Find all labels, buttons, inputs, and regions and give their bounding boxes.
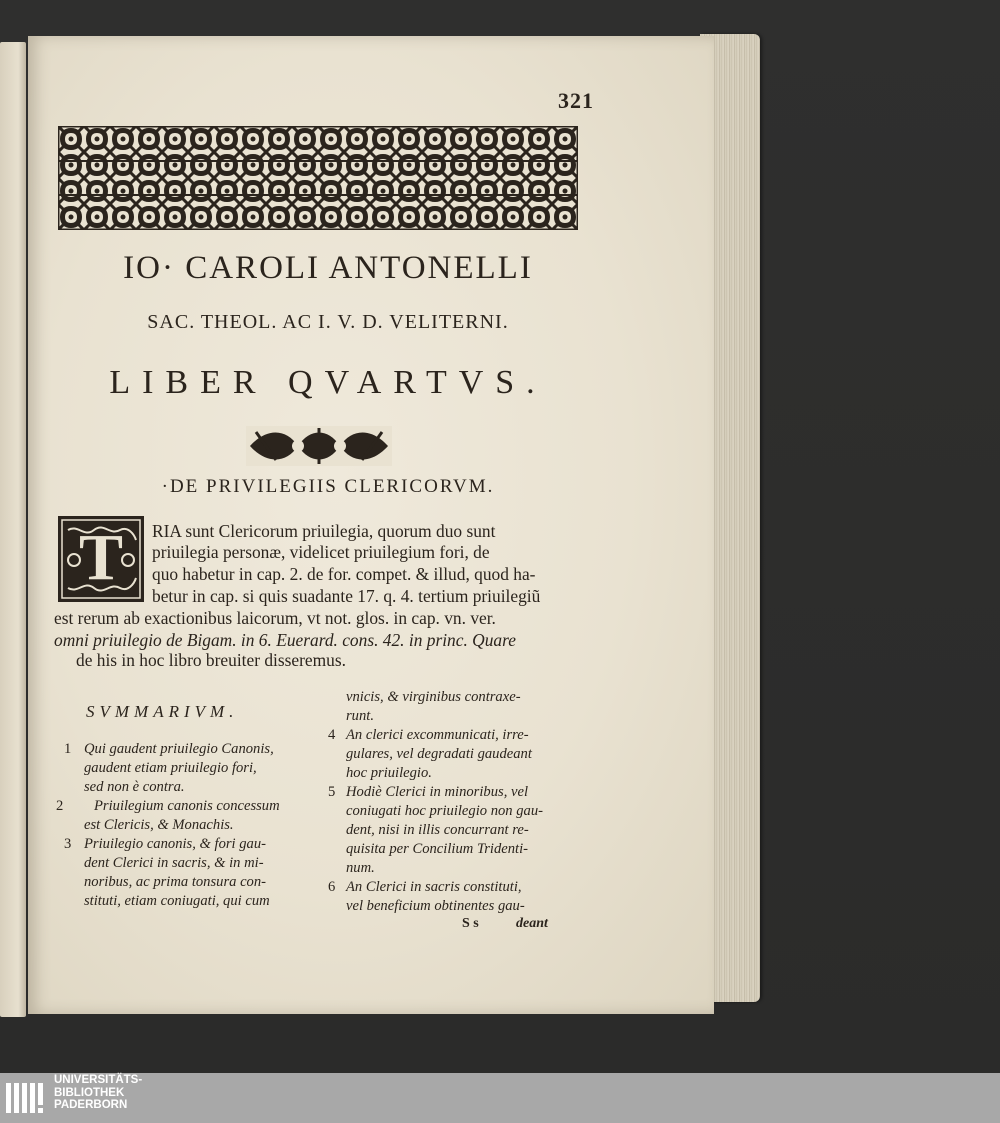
book-heading: LIBER QVARTVS. [109, 364, 547, 401]
library-name [54, 1074, 142, 1112]
body-line: est rerum ab exactionibus laicorum, vt not. glos. in cap. vn. ver. [54, 608, 496, 628]
summary-line: An clerici excommunicati, irre- [346, 727, 529, 743]
library-footer [0, 1073, 1000, 1123]
library-name-line: UNIVERSITÄTS- [54, 1074, 143, 1086]
summary-line: dent Clerici in sacris, & in mi- [84, 855, 264, 871]
summary-line: Qui gaudent priuilegio Canonis, [84, 741, 274, 757]
body-line: priuilegia personæ, videlicet priuilegium fori, de [152, 542, 490, 562]
body-line: betur in cap. si quis suadante 17. q. 4. tertium priuilegiũ [152, 586, 541, 606]
body-line: omni priuilegio de Bigam. in 6. Euerard. cons. 42. in princ. Quare [54, 630, 516, 650]
credentials-heading: SAC. THEOL. AC I. V. D. VELITERNI. [147, 311, 509, 333]
summary-line: num. [346, 860, 375, 876]
summary-number: 4 [328, 727, 336, 743]
headpiece-ornament [58, 126, 578, 230]
summary-line: dent, nisi in illis concurrant re- [346, 822, 529, 838]
summary-line: quisita per Concilium Tridenti- [346, 841, 529, 857]
summary-number: 3 [64, 836, 72, 852]
summary-line: An Clerici in sacris constituti, [346, 879, 522, 895]
book-page [28, 36, 714, 1014]
signature-mark: S s [462, 916, 479, 931]
summary-line: vnicis, & virginibus contraxe- [346, 689, 521, 705]
summary-line: est Clericis, & Monachis. [84, 817, 234, 833]
fleuron-ornament [246, 426, 392, 466]
left-page-edge [0, 42, 26, 1017]
library-name-line: BIBLIOTHEK [54, 1086, 125, 1099]
library-name-line: PADERBORN [54, 1099, 128, 1111]
summary-line: coniugati hoc priuilegio non gau- [346, 803, 543, 819]
summary-line: gulares, vel degradati gaudeant [346, 746, 532, 762]
page-number: 321 [558, 88, 594, 113]
summary-line: sed non è contra. [84, 779, 185, 795]
catchword: deant [516, 916, 548, 931]
summary-line: gaudent etiam priuilegio fori, [84, 760, 257, 776]
summary-line: Priuilegio canonis, & fori gau- [84, 836, 267, 852]
body-line: quo habetur in cap. 2. de for. compet. & illud, quod ha- [152, 564, 536, 584]
summary-line: Priuilegium canonis concessum [94, 798, 280, 814]
body-line: RIA sunt Clericorum priuilegia, quorum duo sunt [152, 521, 496, 541]
summary-number: 5 [328, 784, 336, 800]
library-logo-icon [6, 1081, 48, 1115]
chapter-subject: ·DE PRIVILEGIIS CLERICORVM. [161, 476, 495, 497]
summary-line: noribus, ac prima tonsura con- [84, 874, 267, 890]
summary-title: SVMMARIVM. [86, 702, 239, 721]
initial-letter: T [78, 521, 124, 594]
summary-line: runt. [346, 708, 374, 724]
summary-line: stituti, etiam coniugati, qui cum [84, 893, 270, 909]
body-line: de his in hoc libro breuiter disseremus. [76, 650, 346, 670]
summary-line: vel beneficium obtinentes gau- [346, 898, 525, 914]
summary-line: hoc priuilegio. [346, 765, 432, 781]
summary-number: 6 [328, 879, 336, 895]
summary-number: 2 [56, 798, 64, 814]
summary-line: Hodiè Clerici in minoribus, vel [346, 784, 528, 800]
decorated-initial [58, 516, 144, 602]
summary-number: 1 [64, 741, 72, 757]
author-heading: IO· CAROLI ANTONELLI [123, 250, 533, 286]
